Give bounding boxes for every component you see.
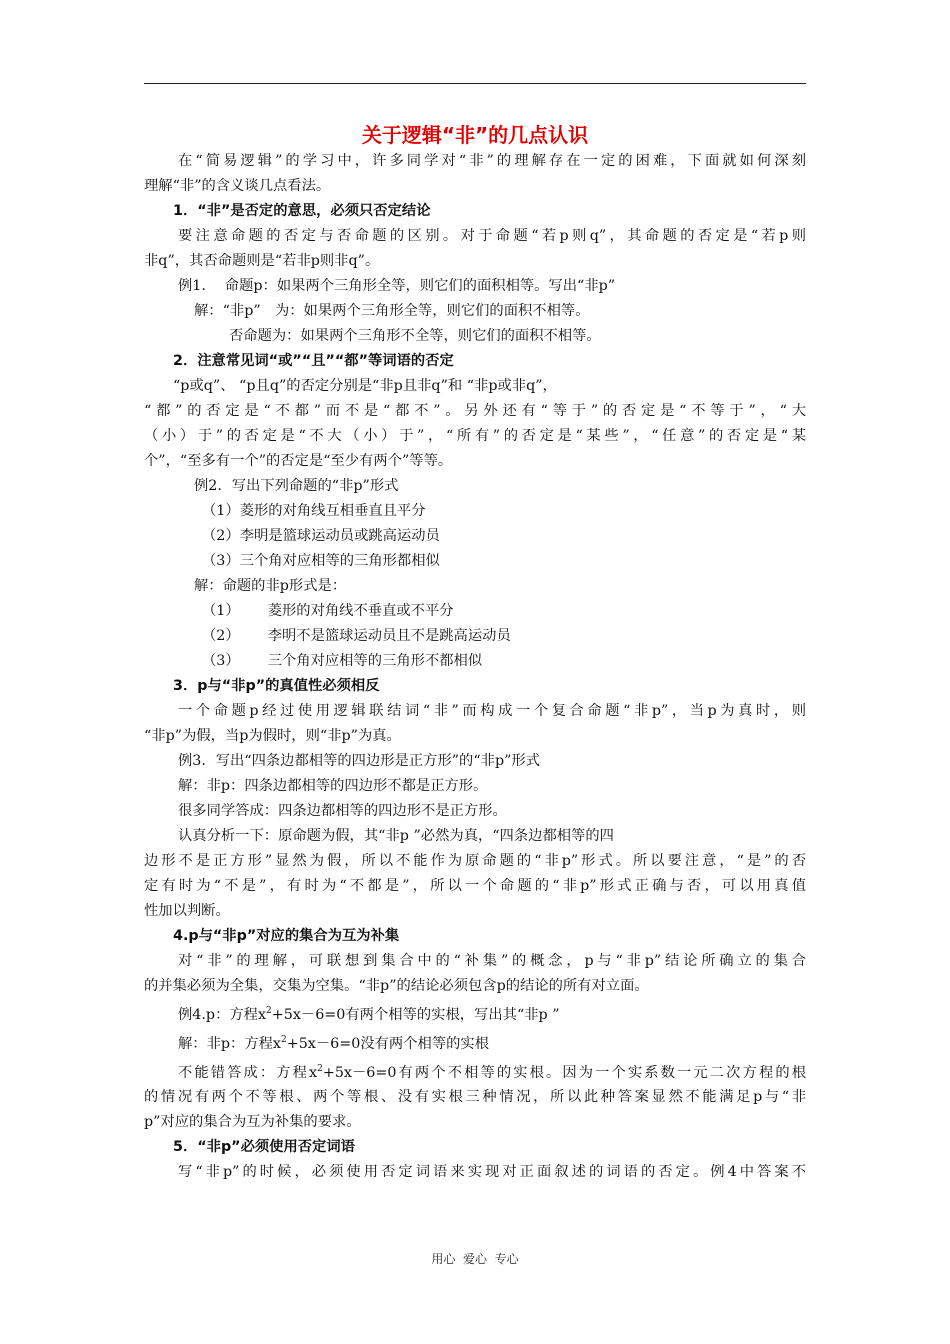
- solution-text: 解：非p：方程x: [178, 1035, 281, 1052]
- example-2: 例2．写出下列命题的“非p”形式: [194, 478, 399, 494]
- analysis-line-4: 性加以判断。: [144, 903, 230, 919]
- analysis-line-3: 定有时为“不是”，有时为“不都是”，所以一个命题的“非p”形式正确与否，可以用真值: [144, 878, 806, 894]
- example-3: 例3．写出“四条边都相等的四边形是正方形”的“非p”形式: [178, 753, 541, 769]
- wrong-answer-line-3: p”对应的集合为互为补集的要求。: [144, 1114, 361, 1131]
- page-footer: 用心 爱心 专心: [431, 1252, 519, 1266]
- example-2-answer-1: [144, 599, 806, 624]
- answer-text: 菱形的对角线不垂直或不平分: [267, 603, 454, 619]
- example-2-answer-3: [144, 649, 806, 674]
- document-title: 关于逻辑“非”的几点认识: [361, 123, 589, 147]
- example-2-answer-2: [144, 624, 806, 649]
- answer-text: 李明不是篮球运动员且不是跳高运动员: [267, 628, 511, 644]
- s4-paragraph-line-1: 对“非”的理解，可联想到集合中的“补集”的概念，p与“非p”结论所确立的集合: [178, 953, 806, 969]
- section-heading-3: 3．p与“非p”的真值性必须相反: [173, 678, 380, 694]
- intro-paragraph-line-1: 在“简易逻辑”的学习中，许多同学对“非”的理解存在一定的困难，下面就如何深刻: [178, 153, 806, 169]
- section-heading-5: 5．“非p”必须使用否定词语: [173, 1139, 355, 1156]
- intro-paragraph-line-2: 理解“非”的含义谈几点看法。: [144, 178, 331, 194]
- answer-number: （3）: [202, 653, 240, 669]
- s1-paragraph-line-1: 要注意命题的否定与否命题的区别。对于命题“若p则q”，其命题的否定是“若p则: [178, 228, 806, 244]
- answer-text: 三个角对应相等的三角形不都相似: [267, 653, 483, 669]
- s2-paragraph-line-1: “p或q”、 “p且q”的否定分别是“非p且非q”和 “非p或非q”，: [173, 378, 557, 394]
- analysis-line-2: 边形不是正方形”显然为假，所以不能作为原命题的“非p”形式。所以要注意，“是”的否: [144, 853, 806, 869]
- example-3-wrong-answer: 很多同学答成：四条边都相等的四边形不是正方形。: [178, 803, 507, 819]
- wrong-answer-text-rest: +5x－6=0有两个不相等的实根。因为一个实系数一元二次方程的根: [322, 1064, 807, 1081]
- example-2-question-3: （3）三个角对应相等的三角形都相似: [202, 553, 440, 569]
- s3-paragraph-line-1: 一个命题p经过使用逻辑联结词“非”而构成一个复合命题“非p”，当p为真时，则: [178, 703, 806, 719]
- example-1: 例1. 命题p：如果两个三角形全等，则它们的面积相等。写出“非p”: [178, 278, 616, 294]
- wrong-answer-line-2: 的情况有两个不等根、两个等根、没有实根三种情况，所以此种答案显然不能满足p与“非: [144, 1089, 806, 1106]
- superscript: 2: [266, 1006, 272, 1016]
- wrong-answer-text: 不能错答成：方程x: [178, 1064, 318, 1081]
- answer-number: （2）: [202, 628, 240, 644]
- header-rule: [144, 83, 806, 84]
- s4-paragraph-line-2: 的并集必须为全集，交集为空集。“非p”的结论必须包含p的结论的所有对立面。: [144, 978, 649, 994]
- s2-paragraph-line-3: （小）于”的否定是“不大（小）于”，“所有”的否定是“某些”，“任意”的否定是“某: [144, 428, 806, 444]
- answer-number: （1）: [202, 603, 240, 619]
- wrong-answer-line-1: [144, 1057, 806, 1086]
- s1-paragraph-line-2: 非q”，其否命题则是“若非p则非q”。: [144, 253, 380, 269]
- example-4-text: 例4.p：方程x: [178, 1006, 267, 1023]
- s2-paragraph-line-4: 个”，“至多有一个”的否定是“至少有两个”等等。: [144, 453, 453, 469]
- analysis-line-1: 认真分析一下：原命题为假，其“非p ”必然为真，“四条边都相等的四: [178, 828, 614, 844]
- section-heading-4: 4.p与“非p”对应的集合为互为补集: [173, 928, 400, 944]
- example-2-solution: 解：命题的非p形式是：: [194, 578, 347, 594]
- example-2-question-1: （1）菱形的对角线互相垂直且平分: [202, 503, 426, 519]
- superscript: 2: [317, 1063, 323, 1074]
- example-4-solution: [144, 1028, 806, 1057]
- example-2-question-2: （2）李明是篮球运动员或跳高运动员: [202, 528, 440, 544]
- example-4-text-rest: +5x－6=0有两个相等的实根，写出其“非p ”: [271, 1006, 560, 1023]
- superscript: 2: [281, 1034, 287, 1045]
- section-heading-2: 2．注意常见词“或”“且”“都”等词语的否定: [173, 353, 454, 369]
- s5-paragraph-line-1: 写“非p”的时候，必须使用否定词语来实现对正面叙述的词语的否定。例4中答案不: [178, 1164, 806, 1181]
- solution-text-rest: +5x－6=0没有两个相等的实根: [286, 1035, 490, 1052]
- s3-paragraph-line-2: “非p”为假，当p为假时，则“非p”为真。: [144, 728, 401, 744]
- example-3-solution: 解：非p：四条边都相等的四边形不都是正方形。: [178, 778, 488, 794]
- example-4: [144, 999, 806, 1028]
- example-1-solution: 解：“非p” 为：如果两个三角形全等，则它们的面积不相等。: [194, 303, 590, 319]
- example-1-converse: 否命题为：如果两个三角形不全等，则它们的面积不相等。: [229, 328, 601, 344]
- section-heading-1: 1．“非”是否定的意思，必须只否定结论: [173, 203, 431, 219]
- s2-paragraph-line-2: “都”的否定是“不都”而不是“都不”。另外还有“等于”的否定是“不等于”，“大: [144, 403, 806, 419]
- document-body: [144, 149, 806, 1185]
